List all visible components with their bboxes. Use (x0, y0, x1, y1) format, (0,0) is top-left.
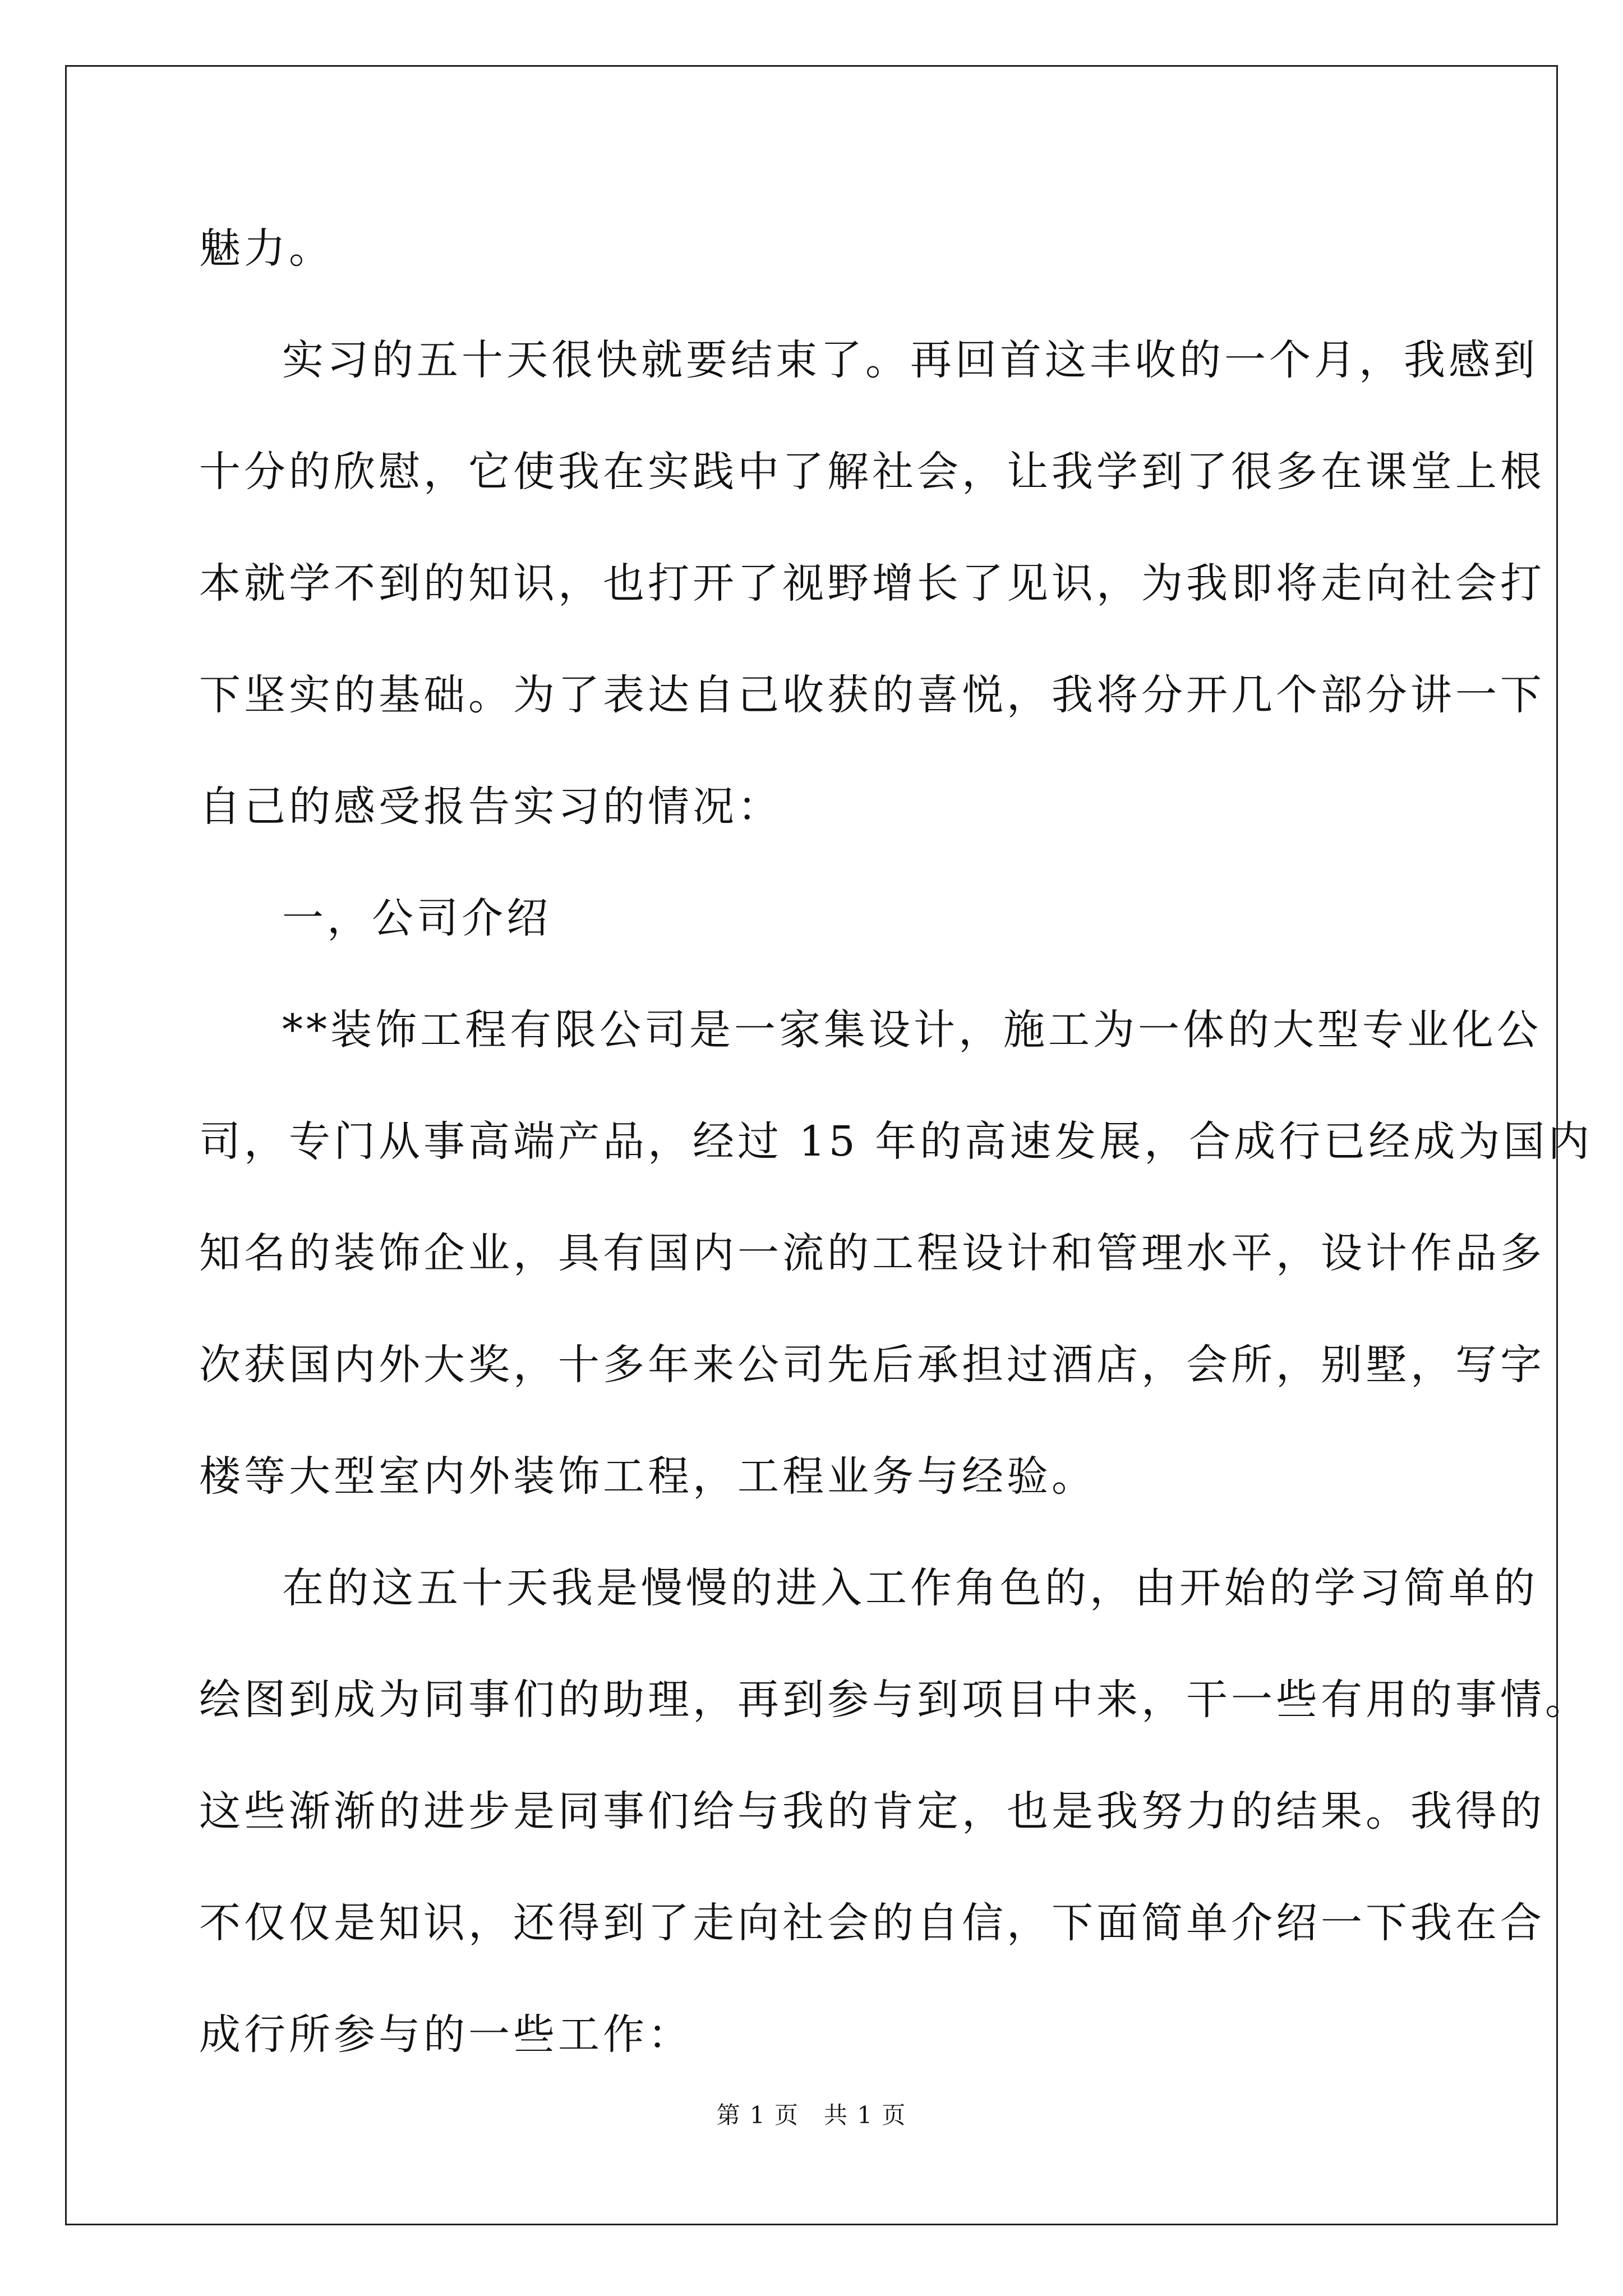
text-line-2: 实习的五十天很快就要结束了。再回首这丰收的一个月，我感到 (282, 336, 1538, 384)
text-line-9: 司，专门从事高端产品，经过 15 年的高速发展，合成行已经成为国内 (199, 1117, 1593, 1166)
text-line-8: **装饰工程有限公司是一家集设计，施工为一体的大型专业化公 (282, 1006, 1542, 1054)
text-line-5: 下坚实的基础。为了表达自己收获的喜悦，我将分开几个部分讲一下 (199, 671, 1545, 719)
section-heading: 一，公司介绍 (282, 894, 551, 942)
text-line-17: 成行所参与的一些工作： (199, 2010, 693, 2059)
page-number-footer: 第 1 页 共 1 页 (716, 2101, 907, 2129)
text-line-10: 知名的装饰企业，具有国内一流的工程设计和管理水平，设计作品多 (199, 1229, 1545, 1277)
text-line-13: 在的这五十天我是慢慢的进入工作角色的，由开始的学习简单的 (282, 1564, 1538, 1612)
text-line-16: 不仅仅是知识，还得到了走向社会的自信，下面简单介绍一下我在合 (199, 1899, 1545, 1947)
document-body (199, 193, 1593, 2091)
text-line-6: 自己的感受报告实习的情况： (199, 783, 782, 831)
text-line-14: 绘图到成为同事们的助理，再到参与到项目中来，干一些有用的事情。 (199, 1676, 1590, 1724)
text-line-12: 楼等大型室内外装饰工程，工程业务与经验。 (199, 1452, 1096, 1501)
text-line-11: 次获国内外大奖，十多年来公司先后承担过酒店，会所，别墅，写字 (199, 1341, 1545, 1389)
text-line-1: 魅力。 (199, 224, 334, 273)
text-line-3: 十分的欣慰，它使我在实践中了解社会，让我学到了很多在课堂上根 (199, 448, 1545, 496)
text-line-4: 本就学不到的知识，也打开了视野增长了见识，为我即将走向社会打 (199, 559, 1545, 608)
text-line-15: 这些渐渐的进步是同事们给与我的肯定，也是我努力的结果。我得的 (199, 1787, 1545, 1835)
